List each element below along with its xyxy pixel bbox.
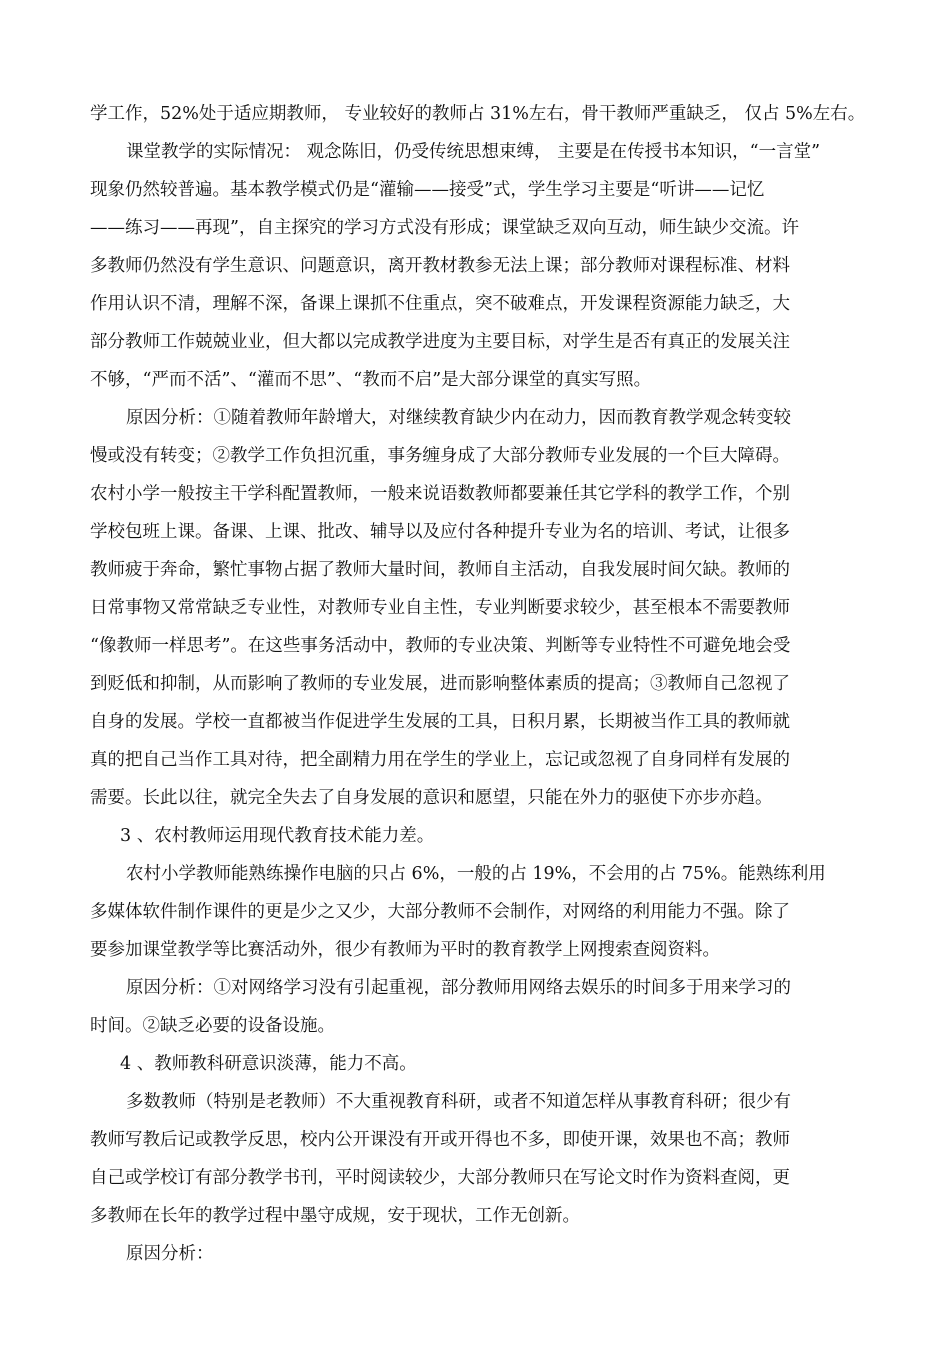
text-line: 日常事物又常常缺乏专业性，对教师专业自主性，专业判断要求较少，甚至根本不需要教师: [90, 598, 790, 618]
text-line: ——练习——再现”，自主探究的学习方式没有形成；课堂缺乏双向互动，师生缺少交流。许: [90, 218, 799, 238]
text-line: 到贬低和抑制，从而影响了教师的专业发展，进而影响整体素质的提高；③教师自己忽视了: [90, 674, 790, 694]
text-line: 真的把自己当作工具对待，把全副精力用在学生的学业上，忘记或忽视了自身同样有发展的: [90, 750, 790, 770]
text-line: 作用认识不清，理解不深，备课上课抓不住重点，突不破难点，开发课程资源能力缺乏，大: [90, 294, 790, 314]
text-line: 现象仍然较普遍。基本教学模式仍是“灌输——接受”式，学生学习主要是“听讲——记忆: [90, 180, 765, 200]
text-line: 教师疲于奔命，繁忙事物占据了教师大量时间，教师自主活动，自我发展时间欠缺。教师的: [90, 560, 790, 580]
section-heading-3: 3 、农村教师运用现代教育技术能力差。: [120, 826, 435, 846]
text-line: 要参加课堂教学等比赛活动外，很少有教师为平时的教育教学上网搜索查阅资料。: [90, 940, 720, 960]
paragraph-computer-skills: 农村小学教师能熟练操作电脑的只占 6%，一般的占 19%，不会用的占 75%。能熟练利用: [126, 864, 826, 884]
paragraph-classroom-teaching: 课堂教学的实际情况： 观念陈旧，仍受传统思想束缚， 主要是在传授书本知识，“一言堂”: [126, 142, 821, 162]
text-line: 自身的发展。学校一直都被当作促进学生发展的工具，日积月累，长期被当作工具的教师就: [90, 712, 790, 732]
paragraph-cause-analysis: 原因分析：①对网络学习没有引起重视，部分教师用网络去娱乐的时间多于用来学习的: [126, 978, 791, 998]
text-line: 自己或学校订有部分教学书刊，平时阅读较少，大部分教师只在写论文时作为资料查阅，更: [90, 1168, 790, 1188]
text-line: 慢或没有转变；②教学工作负担沉重，事务缠身成了大部分教师专业发展的一个巨大障碍。: [90, 446, 790, 466]
text-line: 需要。长此以往，就完全失去了自身发展的意识和愿望，只能在外力的驱使下亦步亦趋。: [90, 788, 773, 808]
text-line: 多教师仍然没有学生意识、问题意识，离开教材教参无法上课；部分教师对课程标准、材料: [90, 256, 790, 276]
paragraph-cause-analysis: 原因分析：: [126, 1244, 214, 1264]
text-line: 多媒体软件制作课件的更是少之又少，大部分教师不会制作，对网络的利用能力不强。除了: [90, 902, 790, 922]
text-line: 时间。②缺乏必要的设备设施。: [90, 1016, 335, 1036]
text-line: “像教师一样思考”。在这些事务活动中，教师的专业决策、判断等专业特性不可避免地会受: [90, 636, 791, 656]
text-line: 学校包班上课。备课、上课、批改、辅导以及应付各种提升专业为名的培训、考试，让很多: [90, 522, 790, 542]
section-heading-4: 4 、教师教科研意识淡薄，能力不高。: [120, 1054, 417, 1074]
text-line: 不够，“严而不活”、“灌而不思”、“教而不启”是大部分课堂的真实写照。: [90, 370, 652, 390]
text-line: 部分教师工作兢兢业业，但大都以完成教学进度为主要目标，对学生是否有真正的发展关注: [90, 332, 790, 352]
text-line: 教师写教后记或教学反思，校内公开课没有开或开得也不多，即使开课，效果也不高；教师: [90, 1130, 790, 1150]
text-line: 学工作，52%处于适应期教师， 专业较好的教师占 31%左右，骨干教师严重缺乏， 仅占 5%左右。: [90, 104, 866, 124]
text-line: 农村小学一般按主干学科配置教师，一般来说语数教师都要兼任其它学科的教学工作，个别: [90, 484, 790, 504]
paragraph-research-awareness: 多数教师（特别是老教师）不大重视教育科研，或者不知道怎样从事教育科研；很少有: [126, 1092, 791, 1112]
text-line: 多教师在长年的教学过程中墨守成规，安于现状，工作无创新。: [90, 1206, 580, 1226]
paragraph-cause-analysis: 原因分析：①随着教师年龄增大，对继续教育缺少内在动力，因而教育教学观念转变较: [126, 408, 791, 428]
